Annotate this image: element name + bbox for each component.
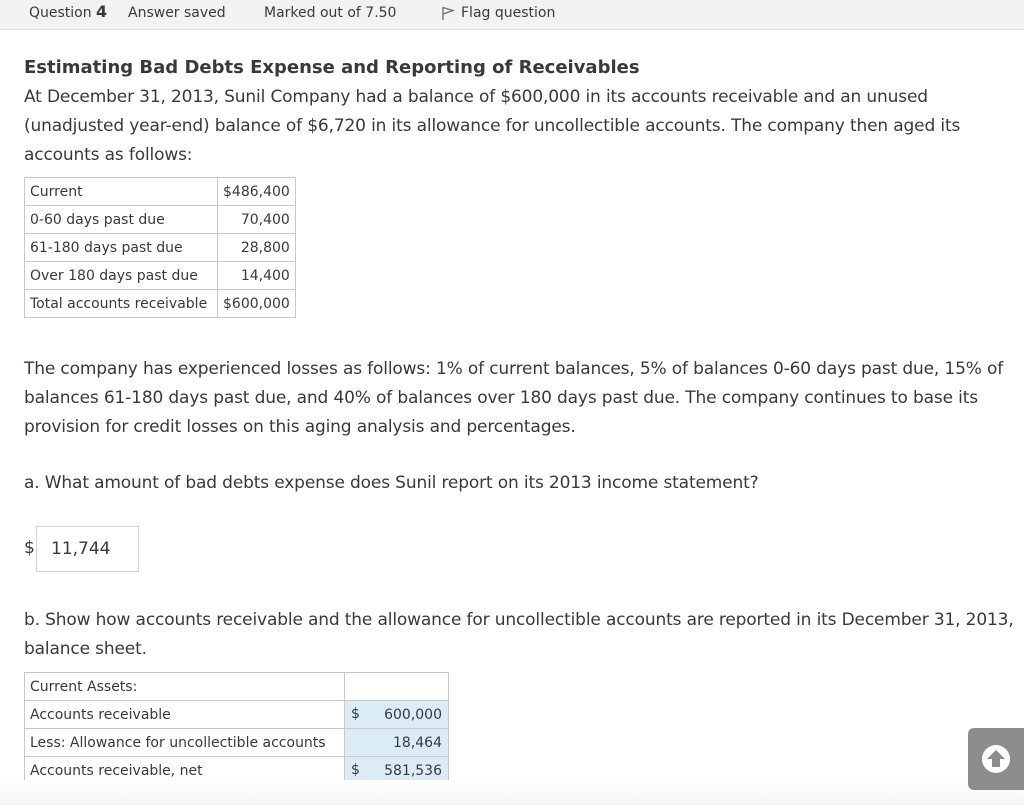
- problem-intro: At December 31, 2013, Sunil Company had a balance of $600,000 in its accounts receivable and an unused (unadjusted year-end) balance of $6,720 in its allowance for uncollectible accounts. The company then aged its accounts as follows:: [24, 87, 961, 165]
- table-row: [25, 701, 449, 729]
- table-row: [25, 178, 296, 206]
- part-b-question: b. Show how accounts receivable and the allowance for uncollectible accounts are reported in its December 31, 2013, balance sheet.: [24, 610, 1014, 659]
- losses-paragraph: The company has experienced losses as follows: 1% of current balances, 5% of balances 0-60 days past due, 15% of balances 61-180 days past due, and 40% of balances over 180 days past due. The company continues to base its provision for credit losses on this aging analysis and percentages.: [24, 359, 1004, 437]
- bs-row-label: Less: Allowance for uncollectible accounts: [25, 729, 345, 757]
- scroll-to-top-button[interactable]: [968, 728, 1024, 790]
- aging-value: 14,400: [218, 262, 296, 290]
- accounts-receivable-input[interactable]: [345, 701, 449, 729]
- bad-debts-expense-input[interactable]: 11,744: [36, 526, 139, 572]
- bs-row-label: Accounts receivable, net: [25, 757, 345, 785]
- balance-sheet-heading: Current Assets:: [25, 673, 345, 701]
- aging-value: $486,400: [218, 178, 296, 206]
- table-row: [25, 729, 449, 757]
- question-info-bar: [0, 0, 1024, 30]
- flag-icon: [441, 6, 455, 21]
- part-a-question: a. What amount of bad debts expense does Sunil report on its 2013 income statement?: [24, 473, 759, 493]
- bs-row-label: Accounts receivable: [25, 701, 345, 729]
- aging-label: 0-60 days past due: [25, 206, 218, 234]
- currency-symbol: $: [24, 538, 35, 558]
- answer-status: Answer saved: [128, 5, 226, 21]
- flag-question-label: Flag question: [461, 5, 556, 21]
- allowance-input[interactable]: [345, 729, 449, 757]
- aging-label: Current: [25, 178, 218, 206]
- balance-sheet-table: [24, 672, 449, 785]
- aging-value: $600,000: [218, 290, 296, 318]
- question-number: 4: [96, 2, 108, 21]
- aging-label: Over 180 days past due: [25, 262, 218, 290]
- flag-question-button[interactable]: [441, 5, 555, 21]
- aging-value: 28,800: [218, 234, 296, 262]
- table-row: [25, 234, 296, 262]
- aging-table: [24, 177, 296, 318]
- aging-label: 61-180 days past due: [25, 234, 218, 262]
- table-row: [25, 290, 296, 318]
- table-row: [25, 673, 449, 701]
- aging-label: Total accounts receivable: [25, 290, 218, 318]
- problem-title: Estimating Bad Debts Expense and Reporting of Receivables: [24, 57, 640, 78]
- question-grade: Marked out of 7.50: [264, 5, 397, 21]
- input-value: 600,000: [384, 706, 442, 723]
- arrow-up-circle-icon: [981, 744, 1011, 774]
- input-value: 581,536: [384, 762, 442, 779]
- currency-symbol: $: [351, 706, 360, 722]
- bottom-shade: [0, 780, 1024, 805]
- input-value: 18,464: [393, 734, 442, 751]
- currency-symbol: $: [351, 762, 360, 778]
- question-label: Question: [29, 5, 92, 21]
- table-row: [25, 262, 296, 290]
- table-row: [25, 206, 296, 234]
- aging-value: 70,400: [218, 206, 296, 234]
- question-content: [0, 35, 1024, 805]
- empty-cell: [345, 673, 449, 701]
